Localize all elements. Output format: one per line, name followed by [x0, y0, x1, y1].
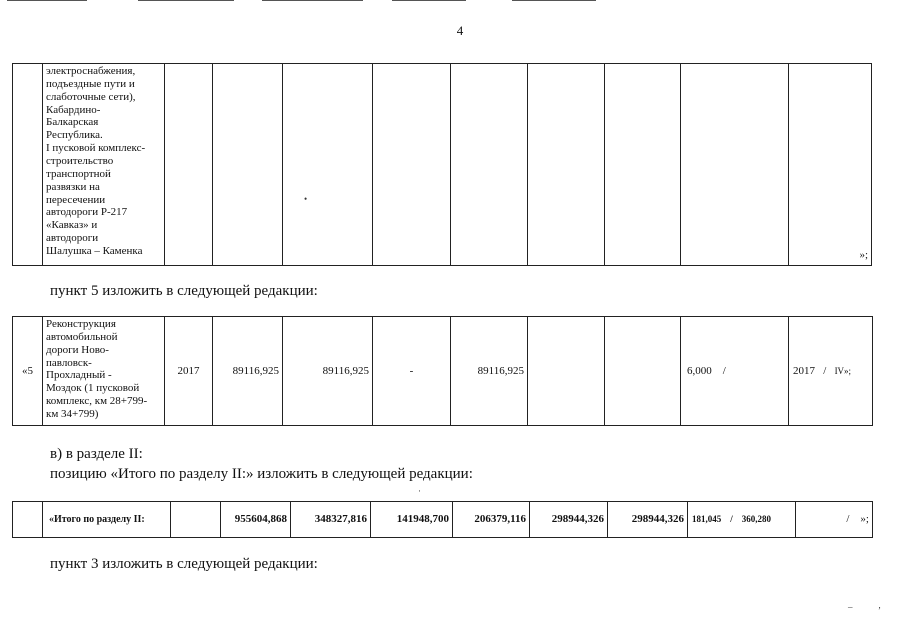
scan-speck: ‚ — [878, 600, 881, 610]
header-rule — [7, 0, 87, 1]
table-row — [13, 64, 872, 266]
period-separator: / — [823, 364, 827, 377]
table-cell-value — [528, 317, 605, 426]
table-cell-capacity: 6,000 / — [681, 317, 789, 426]
paragraph-section: в) в разделе II: — [50, 446, 143, 462]
description-line: автомобильной — [46, 330, 118, 343]
table-cell-value: 348327,816 — [291, 502, 371, 538]
header-rule — [138, 0, 234, 1]
table-cell-end — [789, 64, 872, 266]
table-cell-end: / »; — [796, 502, 873, 538]
table-cell — [681, 64, 789, 266]
continuation-table — [12, 63, 872, 266]
scan-speck: – — [848, 602, 853, 612]
table-cell-value: 298944,326 — [530, 502, 608, 538]
description-line: Шалушка – Каменка — [46, 245, 143, 258]
total-table — [12, 501, 873, 538]
table-cell-value: 89116,925 — [451, 317, 528, 426]
description-line: дороги Ново- — [46, 343, 109, 356]
scan-speck: • — [304, 194, 308, 204]
description-line: развязки на — [46, 180, 100, 193]
description-line: Балкарская — [46, 116, 99, 129]
table-cell-num — [13, 64, 43, 266]
table-cell-value: 89116,925 — [283, 317, 373, 426]
table-cell-num — [13, 502, 43, 538]
table-row — [13, 502, 873, 538]
description-line: «Кавказ» и — [46, 219, 98, 232]
description-line: Моздок (1 пусковой — [46, 382, 140, 395]
table-cell-label: «Итого по разделу II: — [43, 502, 171, 538]
description-line: км 34+799) — [46, 408, 99, 421]
description-line: строительство — [46, 155, 114, 168]
description-line: пересечении — [46, 193, 106, 206]
table-cell — [171, 502, 221, 538]
description-line: Кабардино- — [46, 103, 101, 116]
table-cell-value: 206379,116 — [453, 502, 530, 538]
description-line: Реконструкция — [46, 318, 116, 330]
item5-table — [12, 316, 873, 426]
table-cell-num: «5 — [13, 317, 43, 426]
description-line: автодороги — [46, 232, 99, 245]
description-line: Республика. — [46, 129, 103, 142]
table-cell-value: 955604,868 — [221, 502, 291, 538]
table-cell-description — [43, 64, 165, 266]
table-cell — [373, 64, 451, 266]
table-cell — [451, 64, 528, 266]
table-cell — [528, 64, 605, 266]
paragraph-item5: пункт 5 изложить в следующей редакции: — [50, 283, 318, 299]
description-line: I пусковой комплекс- — [46, 142, 146, 155]
paragraph-item3: пункт 3 изложить в следующей редакции: — [50, 556, 318, 572]
description-line: подъездные пути и — [46, 77, 135, 90]
header-rule — [262, 0, 363, 1]
end-mark: »; — [859, 249, 868, 262]
description-line: Прохладный - — [46, 369, 112, 382]
description-line: слаботочные сети), — [46, 90, 136, 103]
table-cell — [283, 64, 373, 266]
table-cell-value: 298944,326 — [608, 502, 688, 538]
header-rule — [392, 0, 466, 1]
table-row — [13, 317, 873, 426]
description-line: павловск- — [46, 356, 92, 369]
table-cell-description — [43, 317, 165, 426]
table-cell-period — [789, 317, 873, 426]
table-cell — [165, 64, 213, 266]
period-year: 2017 — [793, 364, 815, 377]
header-rule — [512, 0, 596, 1]
table-cell — [213, 64, 283, 266]
page-number: 4 — [456, 23, 464, 38]
paragraph-position: позицию «Итого по разделу II:» изложить в следующей редакции: — [50, 466, 473, 482]
description-line: комплекс, км 28+799- — [46, 395, 148, 408]
table-cell-year: 2017 — [165, 317, 213, 426]
table-cell-value: 141948,700 — [371, 502, 453, 538]
period-quarter: IV»; — [834, 365, 852, 376]
table-cell — [605, 64, 681, 266]
table-cell-capacity: 181,045 / 360,280 — [688, 502, 796, 538]
description-line: транспортной — [46, 167, 111, 180]
table-cell-value: 89116,925 — [213, 317, 283, 426]
table-cell-value: - — [373, 317, 451, 426]
scan-speck: · — [418, 486, 421, 496]
description-line: автодороги Р-217 — [46, 206, 128, 219]
description-line: электроснабжения, — [46, 65, 136, 77]
table-cell-value — [605, 317, 681, 426]
